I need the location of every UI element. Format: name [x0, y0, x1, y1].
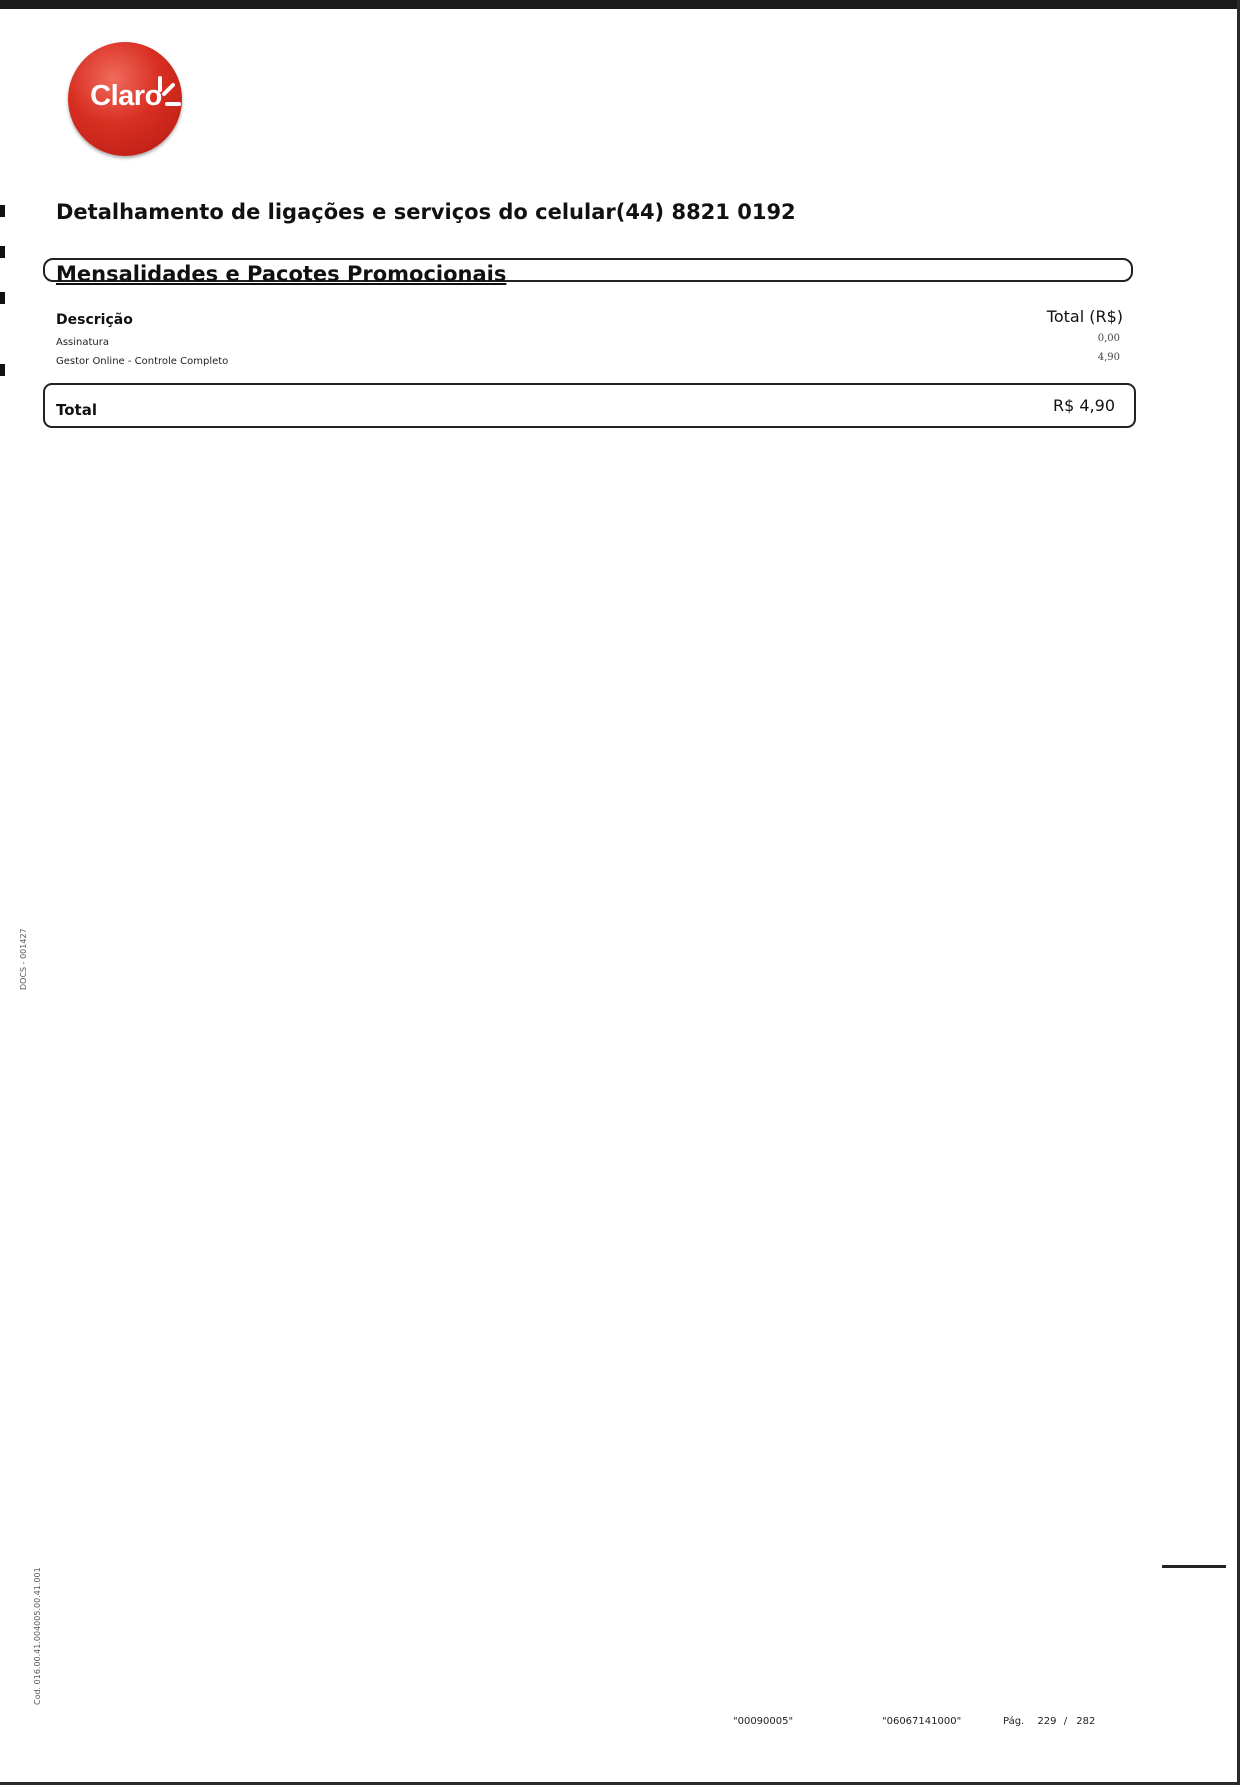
- item-description: Assinatura: [56, 337, 110, 348]
- right-margin-line: [1162, 1565, 1226, 1568]
- page-separator: /: [1063, 1716, 1068, 1727]
- footer-code-1: "00090005": [733, 1716, 794, 1727]
- margin-tick: [0, 205, 5, 217]
- top-scan-border: [0, 0, 1240, 9]
- column-header-description: Descrição: [56, 312, 133, 328]
- margin-code-upper: DOCS - 001427: [19, 928, 28, 990]
- total-value: R$ 4,90: [1052, 396, 1115, 415]
- margin-tick: [0, 292, 5, 304]
- logo-rays-icon: [68, 42, 182, 156]
- item-description: Gestor Online - Controle Completo: [56, 356, 229, 367]
- total-label: Total: [56, 401, 97, 419]
- section-title: Mensalidades e Pacotes Promocionais: [56, 262, 507, 286]
- item-value: 4,90: [1097, 352, 1120, 363]
- page-number: [1003, 1716, 1095, 1727]
- margin-tick: [0, 246, 5, 258]
- page-current: 229: [1037, 1716, 1057, 1727]
- page-title: Detalhamento de ligações e serviços do celular(44) 8821 0192: [56, 200, 796, 224]
- footer-code-2: "06067141000": [882, 1716, 962, 1727]
- page-label: Pág.: [1003, 1716, 1025, 1727]
- column-header-total: Total (R$): [1046, 307, 1123, 326]
- margin-tick: [0, 364, 5, 376]
- claro-logo: [68, 42, 182, 156]
- logo-text: Claro: [90, 80, 162, 112]
- page-total: 282: [1076, 1716, 1096, 1727]
- total-box: [43, 383, 1136, 428]
- margin-code-lower: Cod. 016.00.41.004005.00.41.001: [33, 1567, 42, 1705]
- item-value: 0,00: [1097, 333, 1120, 344]
